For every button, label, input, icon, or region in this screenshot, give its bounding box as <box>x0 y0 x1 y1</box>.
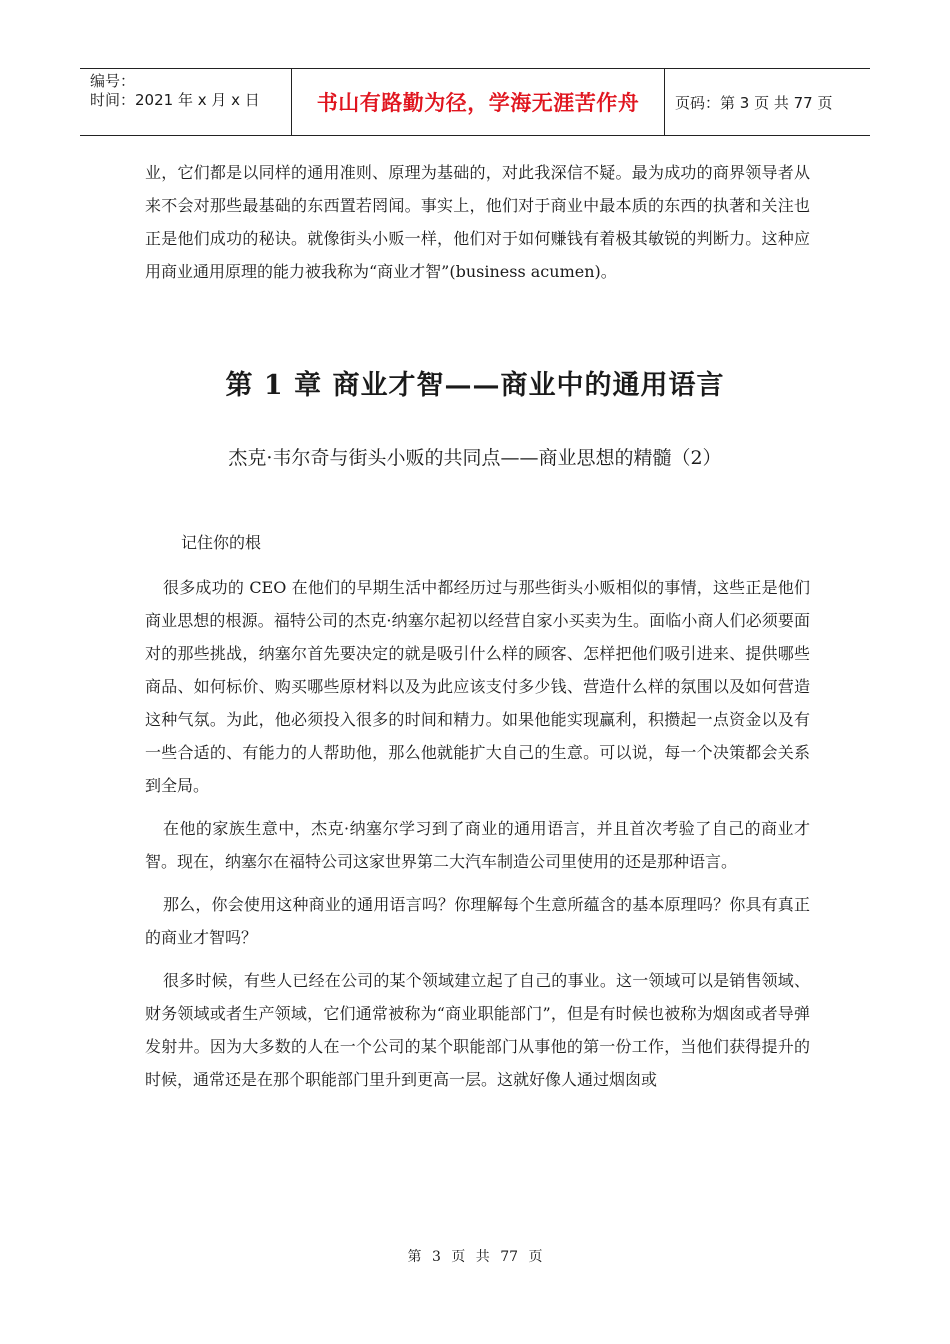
header-meta <box>80 69 292 136</box>
intro-section <box>145 156 810 288</box>
body-paragraph: 很多成功的 CEO 在他们的早期生活中都经历过与那些街头小贩相似的事情，这些正是他们商业思想的根源。福特公司的杰克·纳塞尔起初以经营自家小买卖为生。面临小商人们必须要面对的那些挑战，纳塞尔首先要决定的就是吸引什么样的顾客、怎样把他们吸引进来、提供哪些商品、如何标价、购买哪些原材料以及为此应该支付多少钱、营造什么样的氛围以及如何营造这种气氛。为此，他必须投入很多的时间和精力。如果他能实现赢利，积攒起一点资金以及有一些合适的、有能力的人帮助他，那么他就能扩大自己的生意。可以说，每一个决策都会关系到全局。 <box>145 578 810 795</box>
page-footer: 第 3 页 共 77 页 <box>407 1249 543 1265</box>
chapter-subtitle: 杰克·韦尔奇与街头小贩的共同点——商业思想的精髓（2） <box>228 447 722 469</box>
chapter-title: 第 1 章 商业才智——商业中的通用语言 <box>225 370 725 401</box>
body-section <box>145 526 810 1106</box>
intro-paragraph: 业，它们都是以同样的通用准则、原理为基础的，对此我深信不疑。最为成功的商界领导者从来不会对那些最基础的东西置若罔闻。事实上，他们对于商业中最本质的东西的执著和关注也正是他们成功的秘诀。就像街头小贩一样，他们对于如何赚钱有着极其敏锐的判断力。这种应用商业通用原理的能力被我称为“商业才智”(business acumen)。 <box>145 163 810 281</box>
document-header <box>80 68 870 136</box>
body-paragraph: 很多时候，有些人已经在公司的某个领域建立起了自己的事业。这一领域可以是销售领域、财务领域或者生产领域，它们通常被称为“商业职能部门”，但是有时候也被称为烟囱或者导弹发射井。因为大多数的人在一个公司的某个职能部门从事他的第一份工作，当他们获得提升的时候，通常还是在那个职能部门里升到更高一层。这就好像人通过烟囱或 <box>145 971 810 1089</box>
header-motto: 书山有路勤为径，学海无涯苦作舟 <box>292 69 665 136</box>
body-paragraph: 在他的家族生意中，杰克·纳塞尔学习到了商业的通用语言，并且首次考验了自己的商业才智。现在，纳塞尔在福特公司这家世界第二大汽车制造公司里使用的还是那种语言。 <box>145 819 810 871</box>
section-heading: 记住你的根 <box>181 533 262 552</box>
doc-number-label: 编号： <box>90 72 136 90</box>
body-paragraph: 那么，你会使用这种商业的通用语言吗？你理解每个生意所蕴含的基本原理吗？你具有真正的商业才智吗？ <box>145 895 810 947</box>
doc-date-label: 时间：2021 年 x 月 x 日 <box>90 91 260 109</box>
header-page-info: 页码：第 3 页 共 77 页 <box>665 69 871 136</box>
